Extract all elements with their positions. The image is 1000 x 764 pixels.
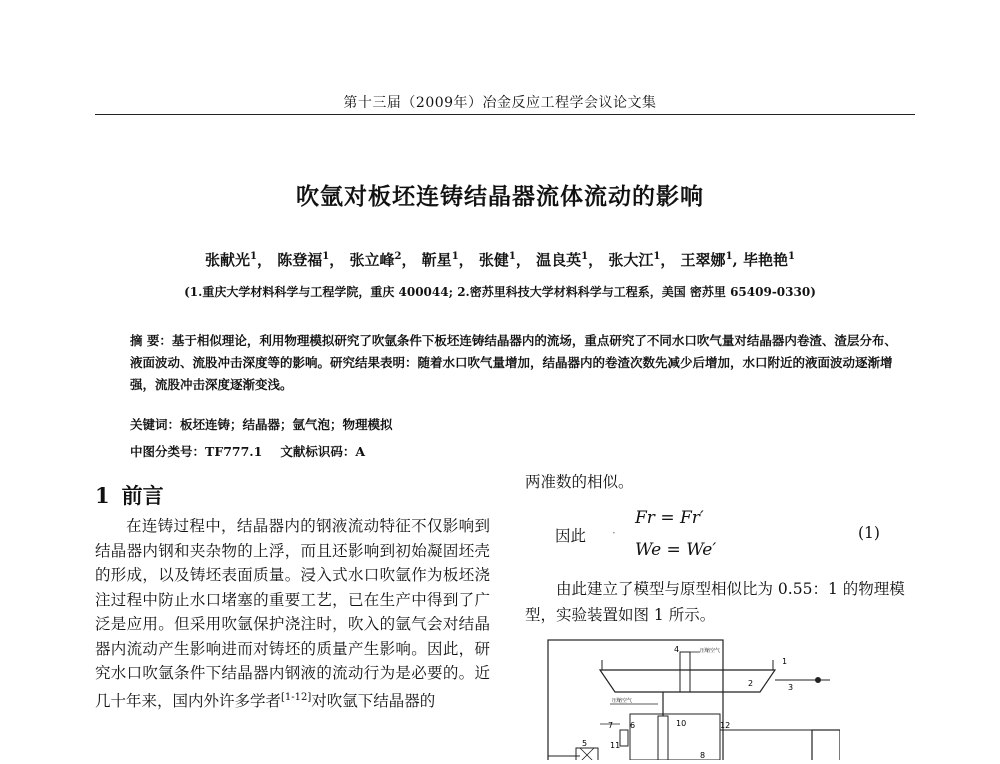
abstract bbox=[130, 330, 900, 396]
frame-outline bbox=[548, 640, 723, 760]
fig-label-4: 4 bbox=[674, 645, 680, 654]
mold bbox=[630, 714, 720, 760]
fig-label-10: 10 bbox=[676, 719, 687, 728]
tank bbox=[812, 730, 840, 760]
clc-label: 中图分类号： bbox=[130, 444, 206, 459]
author-affiliation-mark: 1 bbox=[451, 251, 459, 262]
doc-code-value: A bbox=[355, 444, 366, 459]
author-affiliation-mark: 1 bbox=[788, 251, 795, 262]
valve-icon bbox=[815, 677, 821, 683]
affiliations: (1.重庆大学材料科学与工程学院，重庆 400044; 2.密苏里科技大学材料科学与工程系，美国 密苏里 65409-0330) bbox=[184, 285, 816, 299]
fig-label-1: 1 bbox=[782, 657, 788, 666]
fig-label-8: 8 bbox=[700, 751, 706, 760]
author-separator: ， bbox=[401, 251, 422, 269]
author-name: 靳星 bbox=[421, 251, 452, 269]
author-list bbox=[0, 249, 1000, 270]
author-separator: ， bbox=[257, 251, 278, 269]
author-name: 王翠娜 bbox=[680, 251, 726, 269]
pump-box bbox=[576, 748, 598, 760]
intro-paragraph bbox=[95, 514, 490, 713]
equation-froude: Fr = Fr′ bbox=[635, 508, 704, 528]
author-affiliation-mark: 1 bbox=[508, 251, 516, 262]
fig-label-11: 11 bbox=[610, 741, 621, 750]
intro-text-part1: 在连铸过程中，结晶器内的钢液流动特征不仅影响到结晶器内钢和夹杂物的上浮，而且还影响到初始凝固坯壳的形成，以及铸坯表面质量。浸入式水口吹氩作为板坯浇注过程中防止水口堵塞的重要工艺，已在生产中得到了广泛是应用。但采用吹氩保护浇注时，吹入的氩气会对结晶器内流动产生影响进而对铸坯的质量产生影响。因此，研究水口吹氩条件下结晶器内钢液的流动行为是必要的。近几十年来，国内外许多学者 bbox=[95, 517, 490, 710]
clc-value: TF777.1 bbox=[205, 444, 263, 459]
author-name: 张大江 bbox=[608, 251, 654, 269]
author-separator: ， bbox=[329, 251, 350, 269]
fig-label-2: 2 bbox=[748, 679, 754, 688]
citation-ref: [1-12] bbox=[281, 691, 312, 703]
author-name: 陈登福 bbox=[277, 251, 323, 269]
fig-label-7: 7 bbox=[608, 721, 614, 730]
author-name: 张健 bbox=[478, 251, 509, 269]
author-name: 温良英 bbox=[536, 251, 582, 269]
intro-text-part2: 对吹氩下结晶器的 bbox=[311, 691, 436, 710]
author-affiliation-mark: 1 bbox=[322, 251, 330, 262]
author-separator: ， bbox=[515, 251, 537, 269]
equation-lead: 因此 bbox=[555, 527, 587, 545]
classification-line bbox=[130, 441, 900, 463]
apparatus-diagram bbox=[540, 630, 840, 760]
stopper-rod bbox=[680, 652, 690, 692]
equation-number: (1) bbox=[858, 524, 880, 542]
author-separator: ， bbox=[588, 251, 609, 269]
keywords-text: 板坯连铸；结晶器；氩气泡；物理模拟 bbox=[180, 417, 393, 432]
author-affiliation-mark: 1 bbox=[250, 251, 257, 262]
equation-weber: We = We′ bbox=[635, 540, 717, 560]
fig-text-air-mid: 压缩空气 bbox=[612, 698, 633, 704]
author-affiliation-mark: 2 bbox=[394, 251, 402, 262]
right-column-intro: 两准数的相似。 bbox=[525, 473, 634, 491]
submerged-nozzle bbox=[658, 716, 668, 760]
section-heading bbox=[95, 480, 164, 510]
keywords bbox=[130, 414, 900, 436]
author-separator: ， bbox=[458, 251, 479, 269]
section-title: 前言 bbox=[121, 483, 164, 508]
author-affiliation-mark: 1 bbox=[581, 251, 589, 262]
section-number: 1 bbox=[95, 483, 110, 508]
fig-label-12: 12 bbox=[720, 721, 731, 730]
author-name: 张立峰 bbox=[349, 251, 395, 269]
paper-title: 吹氩对板坯连铸结晶器流体流动的影响 bbox=[296, 184, 704, 210]
running-header: 第十三届（2009年）冶金反应工程学会议论文集 bbox=[343, 95, 657, 111]
abstract-label: 摘 要： bbox=[130, 333, 172, 348]
scan-speck: · bbox=[612, 526, 616, 540]
author-affiliation-mark: 1 bbox=[653, 251, 661, 262]
author-separator: , bbox=[732, 251, 743, 269]
fig-text-air-top: 压缩空气 bbox=[700, 648, 721, 654]
experimental-apparatus-figure bbox=[540, 630, 840, 764]
header-rule bbox=[95, 114, 915, 115]
author-name: 毕艳艳 bbox=[742, 251, 788, 269]
fig-label-3: 3 bbox=[788, 683, 794, 692]
fig-label-6: 6 bbox=[630, 721, 636, 730]
doc-code-label: 文献标识码： bbox=[280, 444, 356, 459]
fig-label-5: 5 bbox=[582, 739, 588, 748]
author-separator: ， bbox=[660, 251, 681, 269]
abstract-text: 基于相似理论，利用物理模拟研究了吹氩条件下板坯连铸结晶器内的流场，重点研究了不同水口吹气量对结晶器内卷渣、渣层分布、液面波动、流股冲击深度等的影响。研究结果表明：随着水口吹气量增加，结晶器内的卷渣次数先减少后增加，水口附近的液面波动逐渐增强，流股冲击深度逐渐变浅。 bbox=[130, 333, 897, 392]
model-paragraph: 由此建立了模型与原型相似比为 0.55：1 的物理模型，实验装置如图 1 所示。 bbox=[525, 580, 905, 624]
author-name: 张献光 bbox=[205, 251, 251, 269]
flowmeter bbox=[620, 730, 628, 746]
author-affiliation-mark: 1 bbox=[725, 251, 733, 262]
keywords-label: 关键词： bbox=[130, 417, 181, 432]
